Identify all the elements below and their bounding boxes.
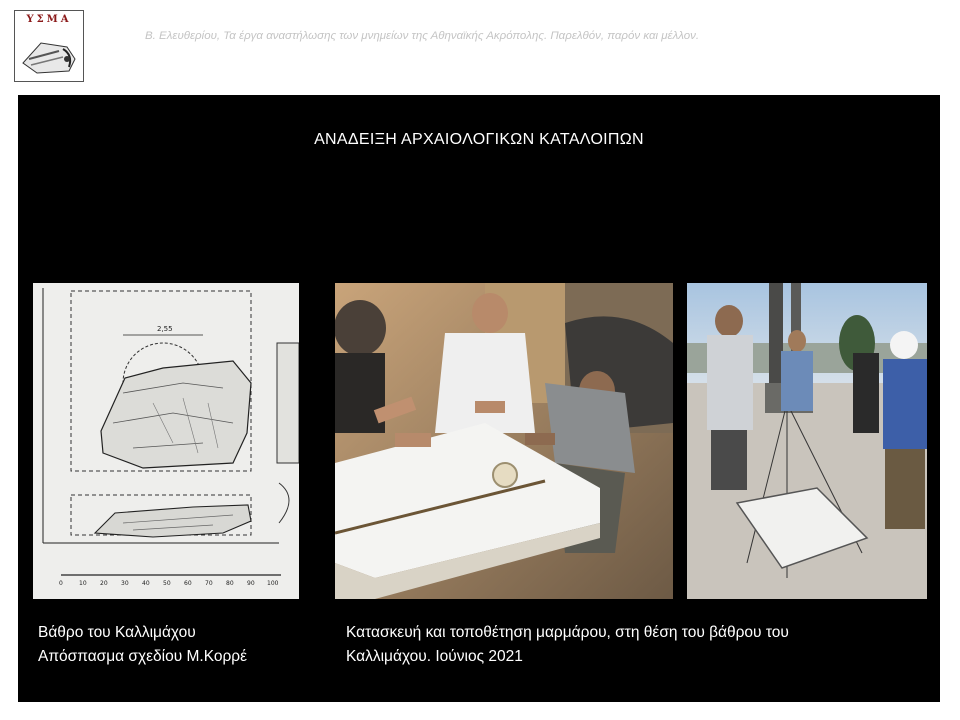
logo-column-icon: [19, 29, 79, 79]
slide: [18, 95, 940, 702]
drawing-caption: [38, 621, 328, 669]
caption-line: Καλλιμάχου. Ιούνιος 2021: [346, 648, 523, 665]
scale-label: 80: [226, 580, 234, 587]
caption-line: Κατασκευή και τοποθέτηση μαρμάρου, στη θέση του βάθρου του: [346, 624, 789, 641]
caption-line: Απόσπασμα σχεδίου Μ.Κορρέ: [38, 648, 248, 665]
photos-caption: [346, 621, 936, 669]
svg-text:2,55: 2,55: [157, 325, 173, 333]
caption-line: Βάθρο του Καλλιμάχου: [38, 624, 196, 641]
scale-label: 10: [79, 580, 87, 587]
slide-title: ΑΝΑΔΕΙΞΗ ΑΡΧΑΙΟΛΟΓΙΚΩΝ ΚΑΤΑΛΟΙΠΩΝ: [314, 131, 644, 148]
scale-label: 40: [142, 580, 150, 587]
scale-label: 20: [100, 580, 108, 587]
logo-text: ΥΣΜΑ: [26, 14, 72, 25]
header-citation: Β. Ελευθερίου, Τα έργα αναστήλωσης των μνημείων της Αθηναϊκής Ακρόπολης. Παρελθόν, παρόν και μέλλον.: [145, 30, 700, 42]
scale-label: 30: [121, 580, 129, 587]
scale-label: 50: [163, 580, 171, 587]
scale-label: 90: [247, 580, 255, 587]
ysma-logo: [14, 10, 84, 82]
scale-label: 100: [267, 580, 279, 587]
scale-label: 70: [205, 580, 213, 587]
architectural-drawing-image: [33, 283, 299, 599]
workshop-photo: [335, 283, 673, 599]
scale-label: 60: [184, 580, 192, 587]
installation-photo: [687, 283, 927, 599]
scale-label: 0: [59, 580, 63, 587]
